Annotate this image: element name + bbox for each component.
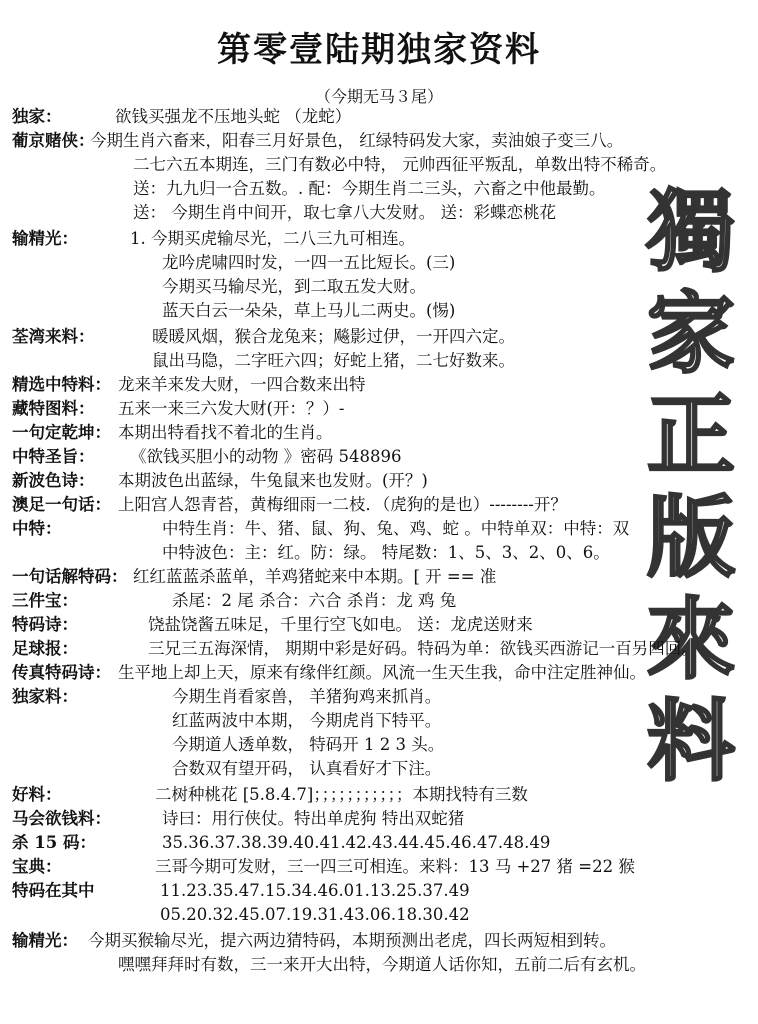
- row-text: 本期波色出蓝绿，牛兔鼠来也发财。(开？): [118, 471, 428, 490]
- row-text: 嘿嘿拜拜时有数，三一来开大出特，今期道人话你知，五前二后有玄机。: [118, 955, 646, 974]
- row-label: 足球报：: [12, 639, 78, 658]
- row-label: 独家：: [12, 107, 62, 126]
- watermark-stamp: [636, 180, 746, 792]
- row-text: 本期出特看找不着北的生肖。: [118, 423, 333, 442]
- row-text: 今期生肖看家兽， 羊猪狗鸡来抓肖。: [172, 687, 442, 706]
- row-label: 葡京赌侠：: [12, 131, 95, 150]
- watermark-char: 獨: [646, 179, 735, 283]
- row-text: 《欲钱买胆小的动物 》密码 548896: [130, 447, 402, 466]
- row-label: 藏特图料：: [12, 399, 95, 418]
- row-text: 中特波色：主：红。防：绿。 特尾数：1、5、3、2、0、6。: [162, 543, 610, 562]
- row-text: 中特生肖：牛、猪、鼠、狗、兔、鸡、蛇 。中特单双：中特：双: [162, 519, 630, 538]
- watermark-char: 家: [646, 281, 735, 385]
- row-text: 三兄三五海深情， 期期中彩是好码。特码为单：欲钱买西游记一百另四回。: [148, 639, 698, 658]
- page-subtitle: （今期无马３尾）: [314, 87, 443, 106]
- watermark-char: 版: [646, 485, 735, 589]
- row-label: 三件宝：: [12, 591, 78, 610]
- row-text: 暖暖风烟，猴合龙兔来；飚影过伊，一开四六定。: [152, 327, 515, 346]
- row-text: 今期道人透单数， 特码开 1 2 3 头。: [172, 735, 445, 754]
- row-label: 中特圣旨：: [12, 447, 95, 466]
- row-label: 一句定乾坤：: [12, 423, 111, 442]
- row-text: 上阳宫人怨青苔，黄梅细雨一二枝．（虎狗的是也）--------开？: [118, 495, 567, 514]
- watermark-char: 料: [646, 689, 735, 793]
- row-text: 35.36.37.38.39.40.41.42.43.44.45.46.47.48.49: [162, 833, 551, 852]
- row-text: 龙吟虎啸四时发，一四一五比短长。(三): [162, 253, 456, 272]
- row-text: 龙来羊来发大财，一四合数来出特: [118, 375, 366, 394]
- row-text: 05.20.32.45.07.19.31.43.06.18.30.42: [160, 905, 470, 924]
- watermark-char: 來: [646, 587, 735, 691]
- row-label: 宝典：: [12, 857, 62, 876]
- row-label: 澳足一句话：: [12, 495, 111, 514]
- row-text: 红红蓝蓝杀蓝单，羊鸡猪蛇来中本期。[ 开 == 准: [133, 567, 497, 586]
- row-text: 送：九九归一合五数。. 配：今期生肖二三头，六畜之中他最勤。: [133, 179, 606, 198]
- row-text: 饶盐饶酱五味足，千里行空飞如电。 送：龙虎送财来: [148, 615, 533, 634]
- row-text: 合数双有望开码， 认真看好才下注。: [172, 759, 442, 778]
- row-label: 好料：: [12, 785, 62, 804]
- page-title: 第零壹陆期独家资料: [217, 30, 541, 70]
- row-text: 今期生肖六畜来，阳春三月好景色， 红绿特码发大家，卖油娘子变三八。: [90, 131, 624, 150]
- row-label: 马会欲钱料：: [12, 809, 111, 828]
- row-text: 蓝天白云一朵朵，草上马儿二两史。(惕): [162, 301, 456, 320]
- row-text: 欲钱买强龙不压地头蛇 （龙蛇）: [115, 107, 352, 126]
- row-label: 传真特码诗：: [12, 663, 111, 682]
- row-text: 三哥今期可发财，三一四三可相连。来料：13 马 +27 猪 =22 猴: [155, 857, 635, 876]
- row-text: 杀尾：2 尾 杀合：六合 杀肖：龙 鸡 兔: [172, 591, 457, 610]
- row-label: 输精光：: [12, 229, 78, 248]
- row-label: 特码在其中: [12, 881, 95, 900]
- row-label: 特码诗：: [12, 615, 78, 634]
- row-label: 输精光：: [12, 931, 78, 950]
- watermark-char: 正: [646, 383, 735, 487]
- row-label: 一句话解特码：: [12, 567, 128, 586]
- row-text: 二七六五本期连，三门有数必中特， 元帅西征平叛乱，单数出特不稀奇。: [133, 155, 667, 174]
- row-text: 送： 今期生肖中间开，取七拿八大发财。 送：彩蝶恋桃花: [133, 203, 556, 222]
- row-text: 二树种桃花 [5.8.4.7]；；；；；；；；；；；本期找特有三数: [155, 785, 528, 804]
- row-text: 11.23.35.47.15.34.46.01.13.25.37.49: [160, 881, 470, 900]
- row-label: 精选中特料：: [12, 375, 111, 394]
- row-label: 独家料：: [12, 687, 78, 706]
- row-text: 今期买猴输尽光，提六两边猜特码，本期预测出老虎，四长两短相到转。: [88, 931, 616, 950]
- row-text: 今期买马输尽光，到二取五发大财。: [162, 277, 426, 296]
- row-label: 荃湾来料：: [12, 327, 95, 346]
- row-label: 新波色诗：: [12, 471, 95, 490]
- row-text: 诗曰：用行侠仗。特出单虎狗 特出双蛇猪: [162, 809, 465, 828]
- row-text: 鼠出马隐，二字旺六四；好蛇上猪，二七好数来。: [152, 351, 515, 370]
- row-text: 红蓝两波中本期， 今期虎肖下特平。: [172, 711, 442, 730]
- row-text: 五来一来三六发大财(开：？）-: [118, 399, 345, 418]
- row-text: 生平地上却上天，原来有缘伴红颜。风流一生天生我，命中注定胜神仙。: [118, 663, 646, 682]
- row-text: 1. 今期买虎输尽光，二八三九可相连。: [130, 229, 415, 248]
- row-label: 杀 15 码：: [12, 833, 96, 852]
- row-label: 中特：: [12, 519, 62, 538]
